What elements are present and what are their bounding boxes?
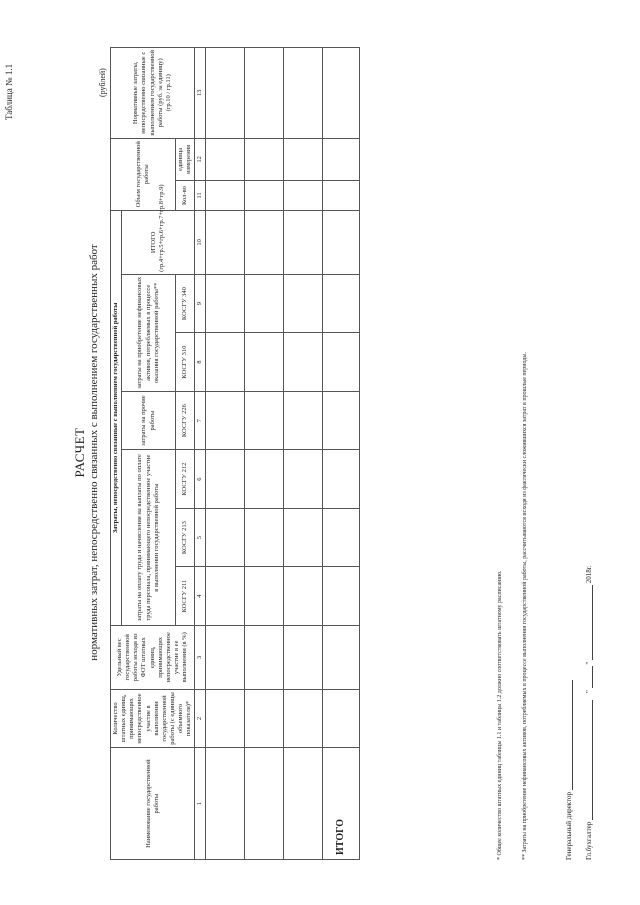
header-labor-costs: затраты на оплату труда и начисления на выплаты по оплате труда персонала, принимающего непосредственное участие в выполнении государственной работы bbox=[122, 450, 176, 626]
header-work-name: Наименование государственной работы bbox=[111, 748, 195, 860]
column-number: 6 bbox=[195, 450, 206, 509]
column-number: 9 bbox=[195, 274, 206, 333]
column-number: 7 bbox=[195, 391, 206, 450]
column-number: 3 bbox=[195, 625, 206, 689]
header-kosgu-340: КОСГУ 340 bbox=[176, 274, 195, 333]
director-signature-field bbox=[572, 680, 573, 790]
header-volume: Объем государственной работы bbox=[111, 138, 176, 210]
director-signature-line bbox=[565, 680, 573, 860]
column-number: 13 bbox=[195, 48, 206, 139]
column-number: 10 bbox=[195, 210, 206, 274]
date-month-field bbox=[592, 585, 593, 660]
calculation-table bbox=[110, 47, 360, 860]
document-subtitle: нормативных затрат, непосредственно связанных с выполнением государственных работ bbox=[88, 244, 100, 661]
date-quote-close: " bbox=[585, 661, 593, 665]
table-row bbox=[245, 48, 284, 860]
date-quote-open: " bbox=[585, 690, 593, 693]
header-staff-count: Количество штатных единиц, принимающих непосредственное участие в выполнении государственной работы (с единицы объемного показателя)* bbox=[111, 689, 195, 748]
column-number: 1 bbox=[195, 748, 206, 860]
column-number-row bbox=[195, 48, 206, 860]
column-number: 12 bbox=[195, 138, 206, 181]
header-direct-costs: Затраты, непосредственно связанные с выполнением государственной работы bbox=[111, 210, 122, 625]
currency-note: (рублей) bbox=[98, 68, 107, 97]
header-kosgu-212: КОСГУ 212 bbox=[176, 450, 195, 509]
column-number: 8 bbox=[195, 333, 206, 392]
document-title: РАСЧЕТ bbox=[72, 427, 87, 478]
header-kosgu-211: КОСГУ 211 bbox=[176, 567, 195, 626]
date-year: 2018г. bbox=[585, 565, 593, 584]
footnote-staff: * Общее количество штатных единиц таблицы 1.1 и таблицы 1.2 должно соответствовать штатному расписанию. bbox=[497, 570, 503, 860]
header-quantity: Кол-во bbox=[176, 181, 195, 211]
header-total-formula: ИТОГО (гр.4+гр.5+гр.6+гр.7+гр.8+гр.9) bbox=[122, 210, 195, 274]
accountant-label: Гл.бухгалтер bbox=[585, 821, 593, 860]
footnote-supplies: ** Затраты на приобретение нефинансовых активов, потребляемых в процессе выполнения государственной работы, рассчитываются исходя из фактически сложившихся затрат в прошлые периоды. bbox=[522, 352, 528, 860]
header-row-1 bbox=[111, 48, 122, 860]
header-other-works: затраты на прочие работы bbox=[122, 391, 176, 450]
director-label: Генеральный директор bbox=[565, 792, 573, 860]
header-normative-costs: Нормативные затраты, непосредственно связанные с выполнением государственной работы (руб. за единицу) (гр.10 / гр.11) bbox=[111, 48, 195, 139]
date-day-field bbox=[592, 666, 593, 688]
header-share: Удельный вес государственной работы исходя из ФОТ штатных единиц, принимающих непосредственное участие в ее выполнении (в %) bbox=[111, 625, 195, 689]
header-unit: единица измерения bbox=[176, 138, 195, 181]
header-supplies: затраты на приобретение нефинансовых активов, потребляемых в процессе оказания государственной работы** bbox=[122, 274, 176, 391]
total-label: ИТОГО bbox=[323, 748, 360, 860]
table-row bbox=[284, 48, 323, 860]
header-kosgu-213: КОСГУ 213 bbox=[176, 508, 195, 567]
table-row bbox=[206, 48, 245, 860]
header-kosgu-310: КОСГУ 310 bbox=[176, 333, 195, 392]
table-number: Таблица № 1.1 bbox=[4, 63, 14, 120]
accountant-signature-field bbox=[592, 700, 593, 820]
header-kosgu-226: КОСГУ 226 bbox=[176, 391, 195, 450]
column-number: 2 bbox=[195, 689, 206, 748]
column-number: 4 bbox=[195, 567, 206, 626]
total-row bbox=[323, 48, 360, 860]
column-number: 11 bbox=[195, 181, 206, 211]
accountant-signature-line bbox=[585, 565, 593, 860]
column-number: 5 bbox=[195, 508, 206, 567]
